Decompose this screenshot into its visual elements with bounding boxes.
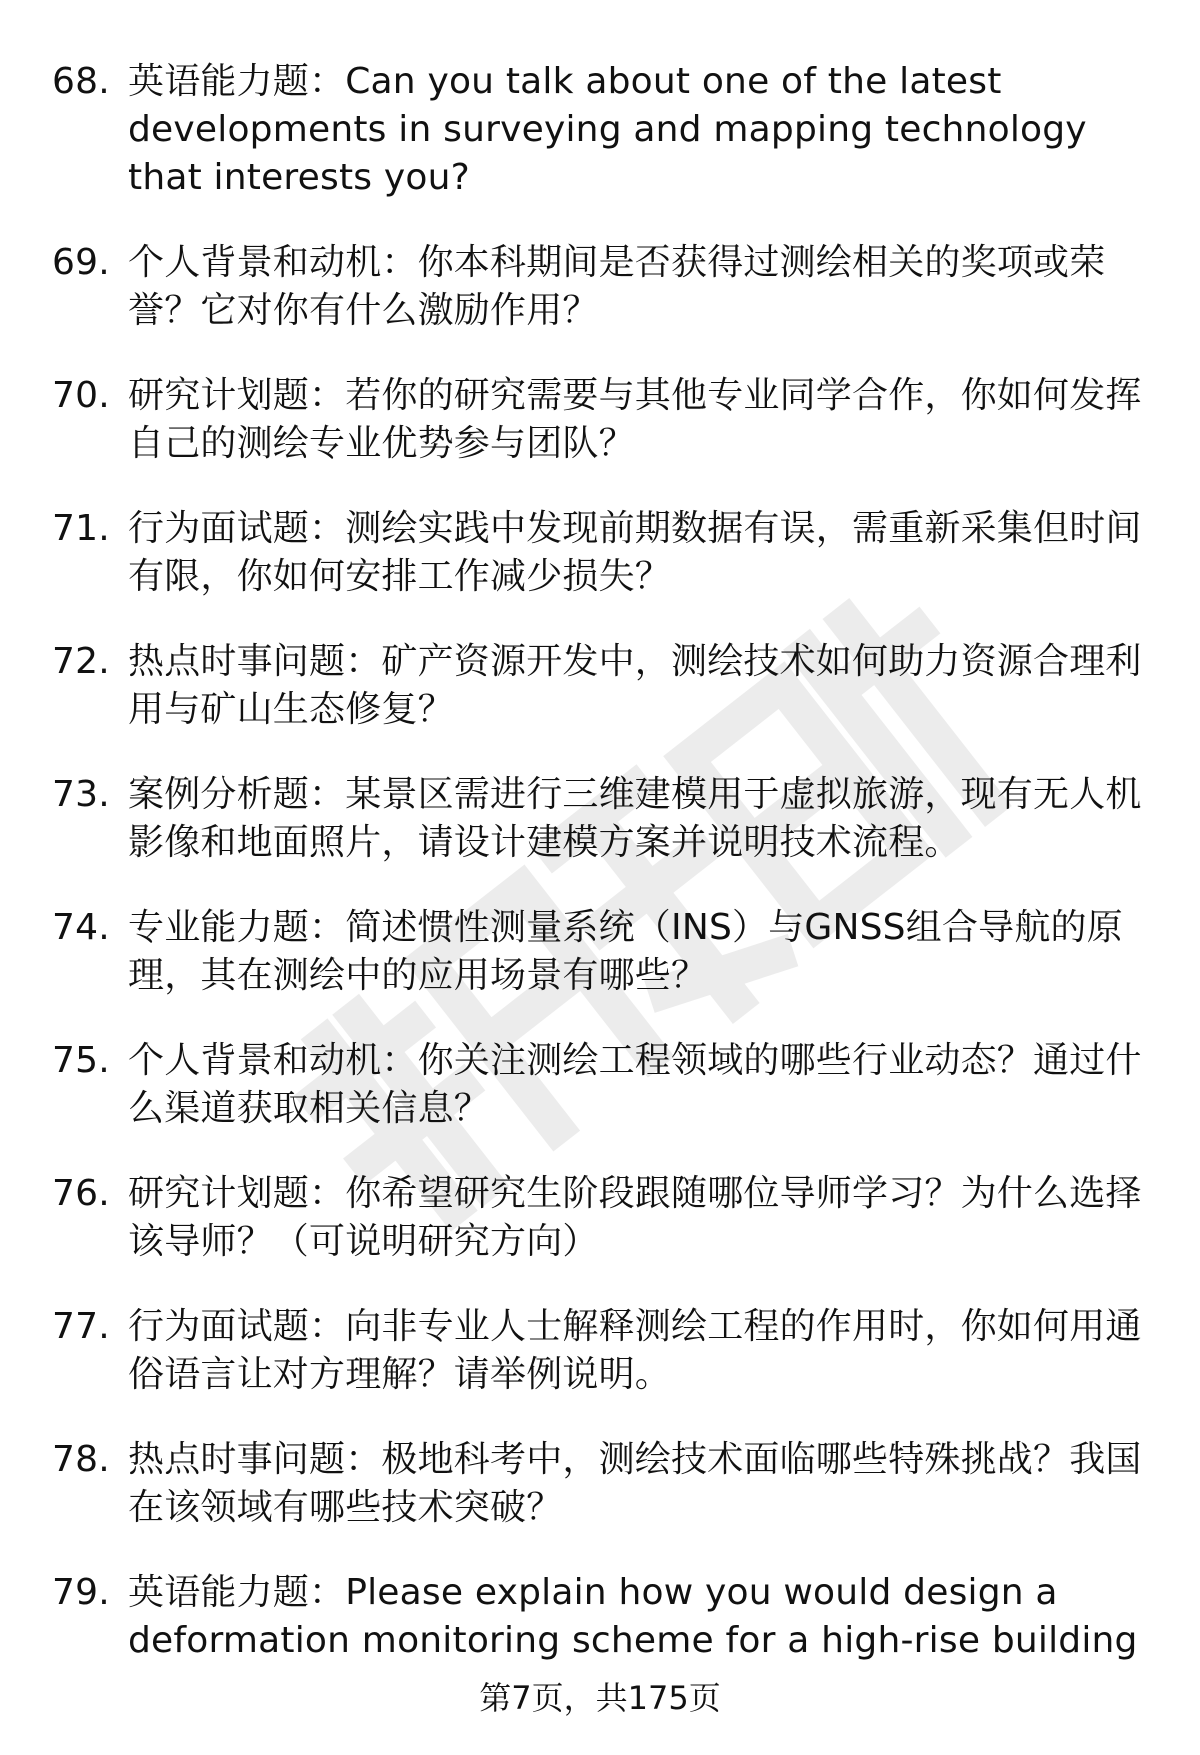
question-number: 76. xyxy=(52,1173,110,1214)
question-text: 个人背景和动机：你本科期间是否获得过测绘相关的奖项或荣誉？它对你有什么激励作用？ xyxy=(128,242,1106,331)
question-number: 69. xyxy=(52,242,110,283)
question-text: 英语能力题：Please explain how you would design a deformation monitoring scheme for a high-rise building xyxy=(128,1572,1138,1661)
question-item xyxy=(52,1303,1142,1399)
question-item xyxy=(52,239,1142,335)
question-text: 行为面试题：测绘实践中发现前期数据有误，需重新采集但时间有限，你如何安排工作减少损失？ xyxy=(128,508,1142,597)
question-text: 热点时事问题：矿产资源开发中，测绘技术如何助力资源合理利用与矿山生态修复？ xyxy=(128,641,1142,730)
question-number: 79. xyxy=(52,1572,110,1613)
question-number: 74. xyxy=(52,907,110,948)
question-number: 68. xyxy=(52,61,110,102)
question-item xyxy=(52,372,1142,468)
question-item xyxy=(52,1436,1142,1532)
question-number: 78. xyxy=(52,1439,110,1480)
question-number: 72. xyxy=(52,641,110,682)
question-item xyxy=(52,638,1142,734)
question-text: 热点时事问题：极地科考中，测绘技术面临哪些特殊挑战？我国在该领域有哪些技术突破？ xyxy=(128,1439,1142,1528)
question-item xyxy=(52,771,1142,867)
question-text: 研究计划题：若你的研究需要与其他专业同学合作，你如何发挥自己的测绘专业优势参与团队？ xyxy=(128,375,1142,464)
question-item xyxy=(52,505,1142,601)
question-text: 案例分析题：某景区需进行三维建模用于虚拟旅游，现有无人机影像和地面照片，请设计建模方案并说明技术流程。 xyxy=(128,774,1142,863)
page-number-footer: 第7页，共175页 xyxy=(479,1679,721,1717)
question-list xyxy=(52,58,1142,1665)
question-item xyxy=(52,1170,1142,1266)
question-text: 英语能力题：Can you talk about one of the latest developments in surveying and mapping technology that interests you? xyxy=(128,61,1087,198)
question-item xyxy=(52,58,1142,202)
question-text: 个人背景和动机：你关注测绘工程领域的哪些行业动态？通过什么渠道获取相关信息？ xyxy=(128,1040,1142,1129)
question-number: 70. xyxy=(52,375,110,416)
question-item xyxy=(52,904,1142,1000)
question-text: 专业能力题：简述惯性测量系统（INS）与GNSS组合导航的原理，其在测绘中的应用场景有哪些？ xyxy=(128,907,1123,996)
question-number: 75. xyxy=(52,1040,110,1081)
question-text: 行为面试题：向非专业人士解释测绘工程的作用时，你如何用通俗语言让对方理解？请举例说明。 xyxy=(128,1306,1142,1395)
question-text: 研究计划题：你希望研究生阶段跟随哪位导师学习？为什么选择该导师？（可说明研究方向） xyxy=(128,1173,1142,1262)
question-number: 71. xyxy=(52,508,110,549)
question-item xyxy=(52,1569,1142,1665)
question-item xyxy=(52,1037,1142,1133)
question-number: 77. xyxy=(52,1306,110,1347)
question-number: 73. xyxy=(52,774,110,815)
